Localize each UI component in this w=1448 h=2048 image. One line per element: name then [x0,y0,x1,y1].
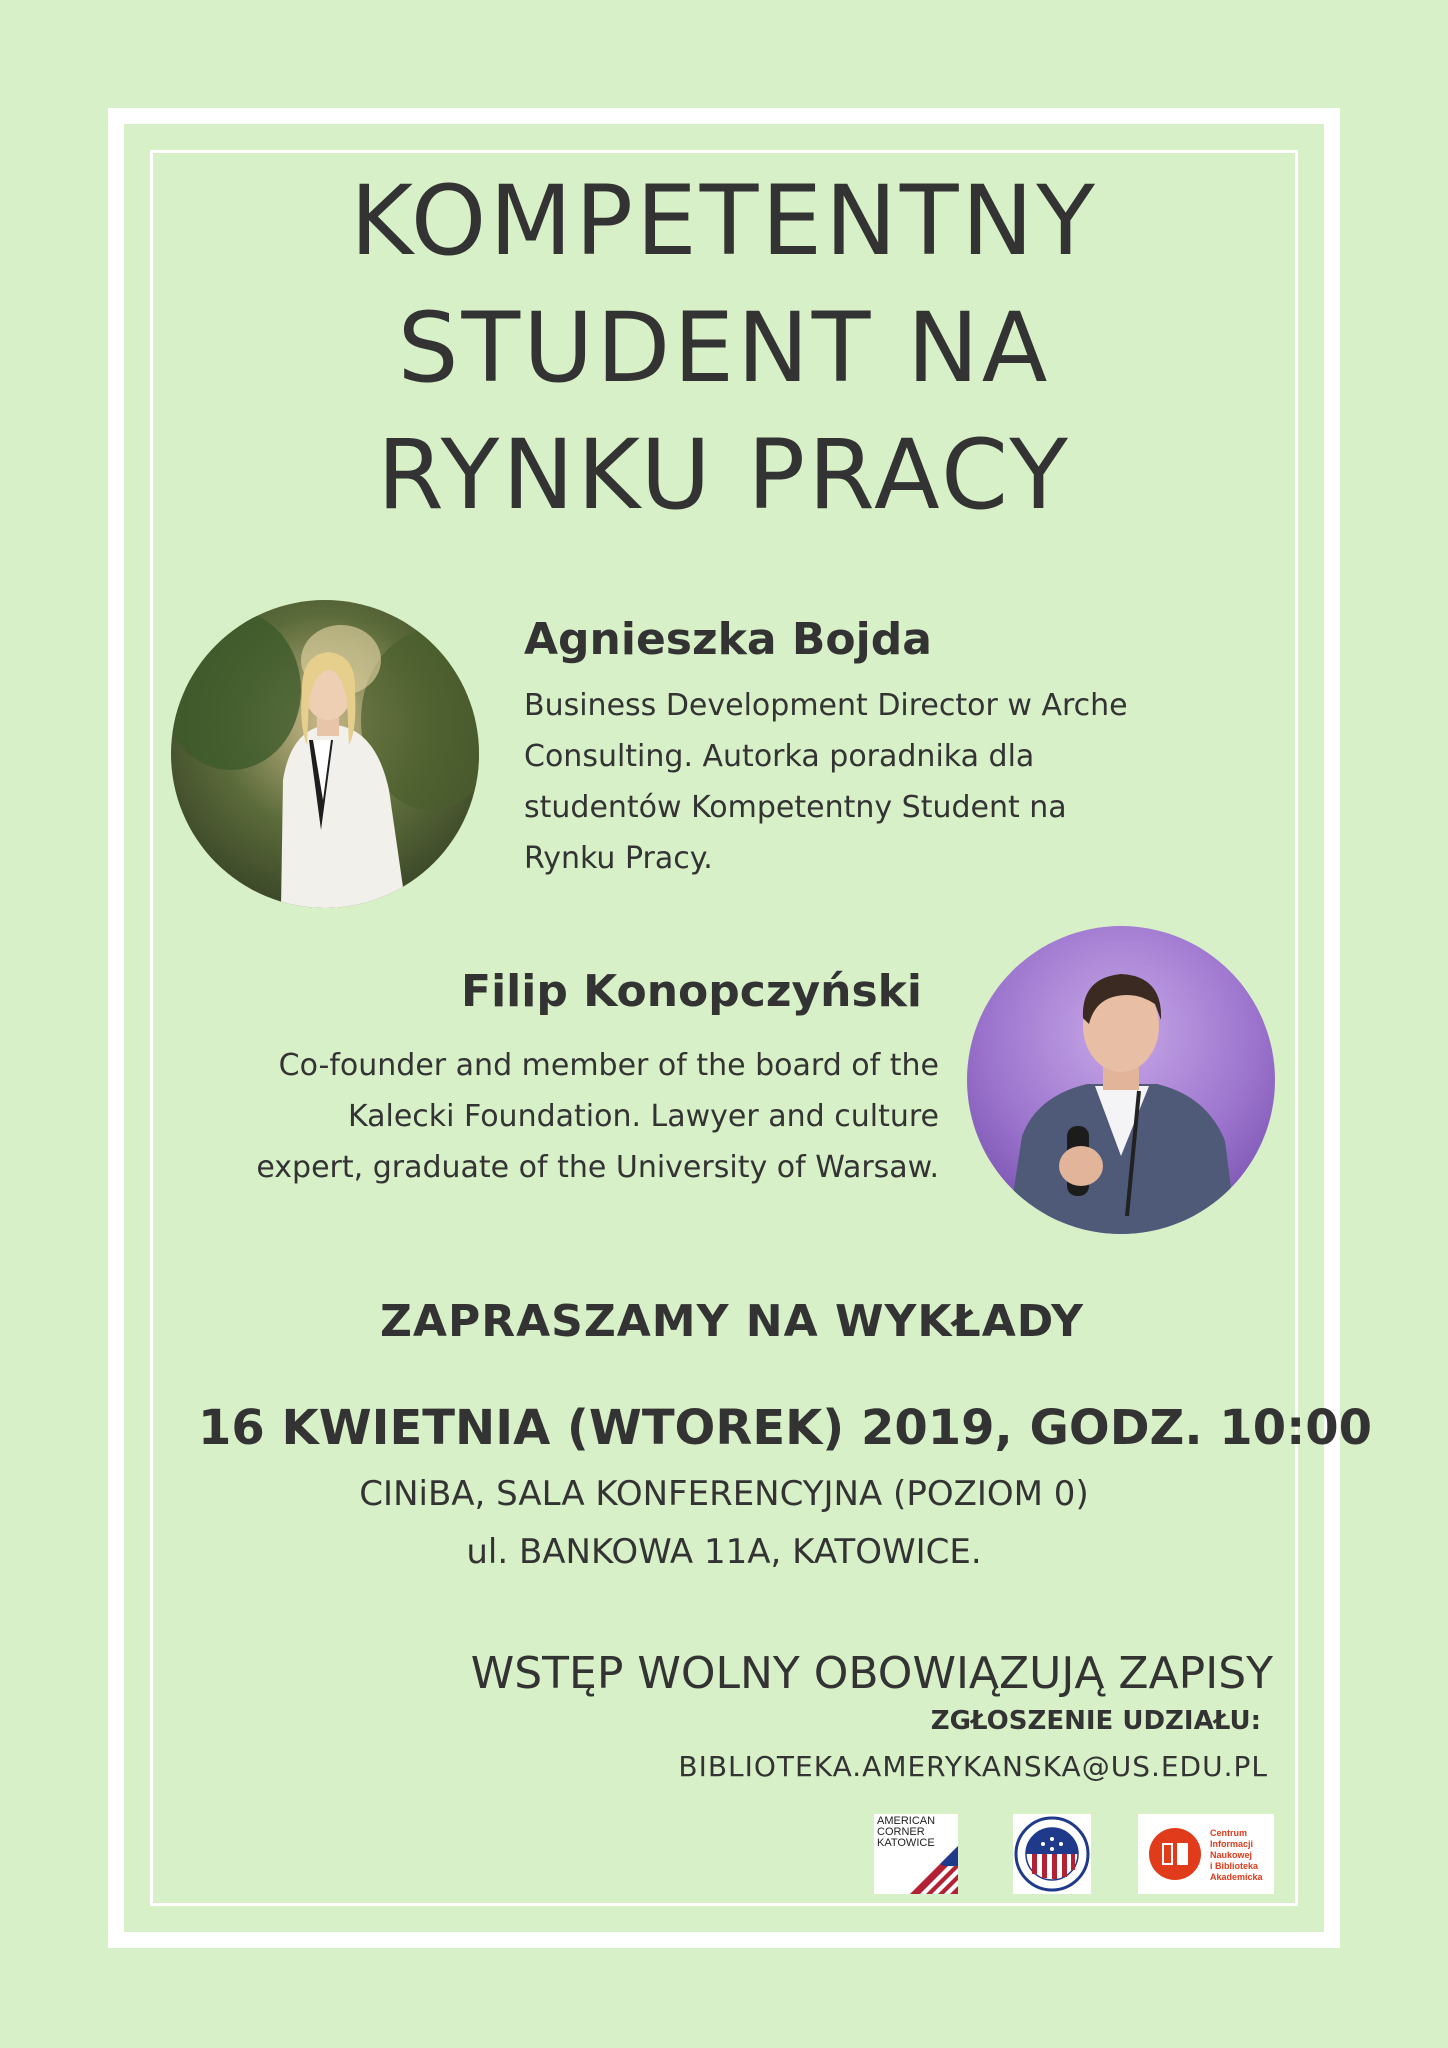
title-line-3: RYNKU PRACY [377,419,1071,531]
invite-heading: ZAPRASZAMY NA WYKŁADY [380,1296,1084,1347]
bio-line: Co-founder and member of the board of the [278,1048,939,1083]
bio-line: Kalecki Foundation. Lawyer and culture [347,1099,939,1134]
poster-title [150,158,1298,539]
speaker-bio-agnieszka [524,680,1128,884]
title-line-2: STUDENT NA [397,292,1051,404]
speaker-bio-filip [256,1040,939,1193]
speaker-name-agnieszka: Agnieszka Bojda [524,614,932,665]
signup-label: ZGŁOSZENIE UDZIAŁU: [930,1706,1261,1736]
speaker-photo-agnieszka [171,600,479,908]
ciniba-logo-text: Centrum Informacji Naukowej i Biblioteka Akademicka [1210,1828,1263,1882]
bio-line: Consulting. Autorka poradnika dla [524,739,1035,774]
american-center-warsaw-logo [1013,1814,1091,1894]
speaker-name-filip: Filip Konopczyński [461,966,922,1017]
event-address: ul. BANKOWA 11A, KATOWICE. [466,1532,982,1572]
entry-notice: WSTĘP WOLNY OBOWIĄZUJĄ ZAPISY [470,1648,1273,1699]
american-corner-katowice-logo [874,1814,958,1894]
title-line-1: KOMPETENTNY [350,165,1098,277]
ciniba-logo [1138,1814,1274,1894]
bio-line: Business Development Director w Arche [524,688,1128,723]
bio-line: Rynku Pracy. [524,841,713,876]
speaker-photo-filip [967,926,1275,1234]
bio-line: studentów Kompetentny Student na [524,790,1067,825]
event-venue: CINiBA, SALA KONFERENCYJNA (POZIOM 0) [359,1474,1089,1514]
bio-line: expert, graduate of the University of Warsaw. [256,1150,939,1185]
signup-email: BIBLIOTEKA.AMERYKANSKA@US.EDU.PL [678,1750,1268,1783]
american-corner-logo-text: AMERICAN CORNER KATOWICE [877,1815,936,1849]
event-date: 16 KWIETNIA (WTOREK) 2019, GODZ. 10:00 [198,1400,1373,1456]
